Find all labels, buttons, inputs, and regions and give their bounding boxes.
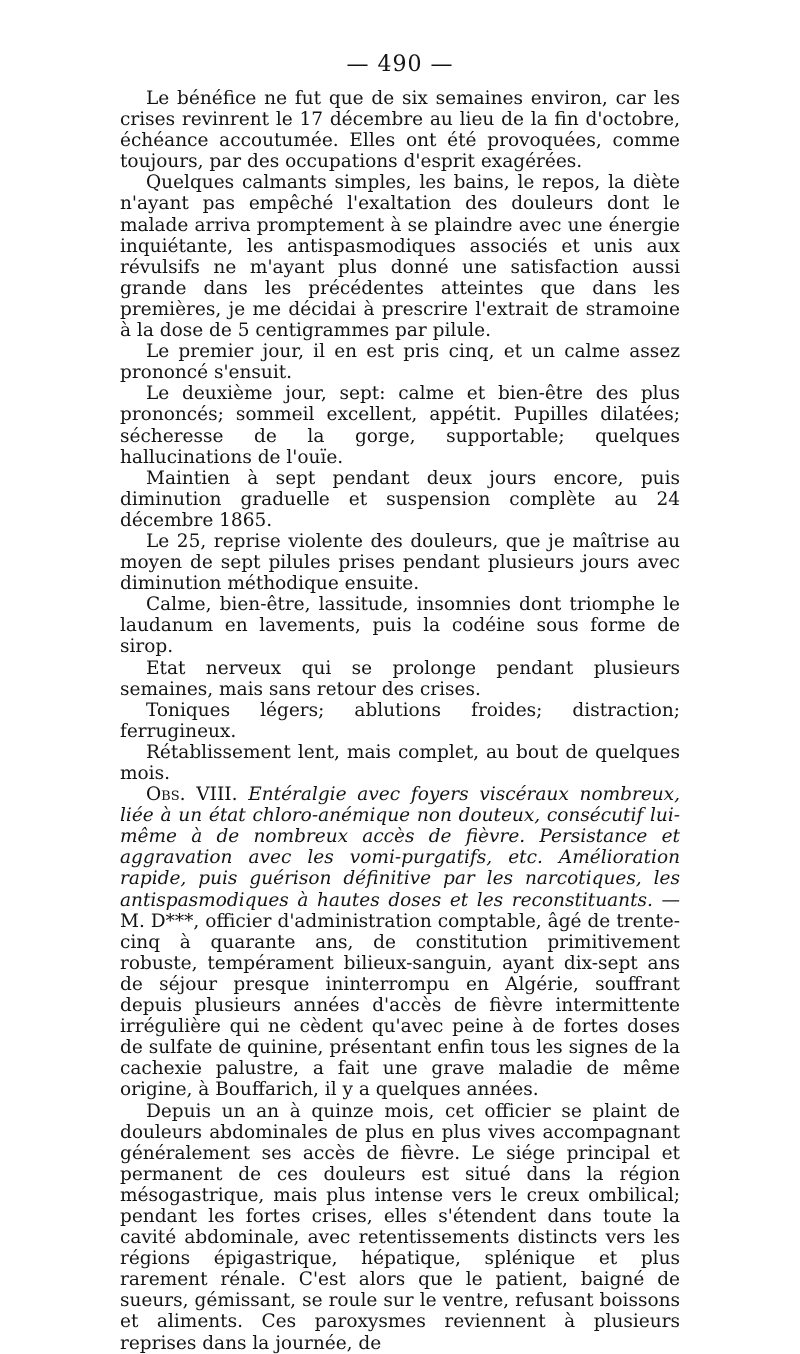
observation-title: Entéralgie avec foyers viscéraux nombreux, liée à un état chloro-anémique non douteux, consécutif lui-même à de nombreux accès de fièvre. Persistance et aggravation avec les vomi-purgatifs, etc. Amélioration rapide, puis guérison définitive par les narcotiques, les antispasmodiques à hautes doses et les reconstituants. [120, 784, 680, 911]
observation-body: — M. D***, officier d'administration comptable, âgé de trente-cinq à quarante ans, de constitution primitivement robuste, tempérament bilieux-sanguin, ayant dix-sept ans de séjour presque ininterrompu en Algérie, souffrant depuis plusieurs années d'accès de fièvre intermittente irrégulière qui ne cèdent qu'avec peine à de fortes doses de sulfate de quinine, présentant enfin tous les signes de la cachexie palustre, a fait une grave maladie de même origine, à Bouffarich, il y a quelques années. [120, 889, 680, 1101]
paragraph: Le bénéfice ne fut que de six semaines environ, car les crises revinrent le 17 décembre au lieu de la fin d'octobre, échéance accoutumée. Elles ont été provoquées, comme toujours, par des occupations d'esprit exagérées. [120, 88, 680, 173]
paragraph: Le 25, reprise violente des douleurs, que je maîtrise au moyen de sept pilules prises pendant plusieurs jours avec diminution méthodique ensuite. [120, 530, 680, 595]
paragraph: Maintien à sept pendant deux jours encore, puis diminution graduelle et suspension complète au 24 décembre 1865. [120, 467, 680, 531]
paragraph: Calme, bien-être, lassitude, insomnies dont triomphe le laudanum en lavements, puis la codéine sous forme de sirop. [120, 594, 680, 658]
paragraph: Toniques légers; ablutions froides; distraction; ferrugineux. [120, 699, 680, 742]
page-number: — 490 — [346, 52, 454, 77]
paragraph: Depuis un an à quinze mois, cet officier se plaint de douleurs abdominales de plus en plus vives accompagnant généralement ses accès de fièvre. Le siége principal et permanent de ces douleurs est situé dans la région mésogastrique, mais plus intense vers le creux ombilical; pendant les fortes crises, elles s'étendent dans toute la cavité abdominale, avec retentissements distincts vers les régions épigastrique, hépatique, splénique et plus rarement rénale. C'est alors que le patient, baigné de sueurs, gémissant, se roule sur le ventre, refusant boissons et aliments. Ces paroxysmes reviennent à plusieurs reprises dans la journée, de [120, 1100, 680, 1354]
paragraph: Etat nerveux qui se prolonge pendant plusieurs semaines, mais sans retour des crises. [120, 657, 680, 700]
observation-label: Obs. VIII. [146, 784, 238, 806]
paragraph: Rétablissement lent, mais complet, au bout de quelques mois. [120, 741, 680, 784]
paragraph: Le premier jour, il en est pris cinq, et un calme assez prononcé s'ensuit. [120, 341, 680, 384]
paragraph: Quelques calmants simples, les bains, le repos, la diète n'ayant pas empêché l'exaltation des douleurs dont le malade arriva promptement à se plaindre avec une énergie inquiétante, les antispasmodiques associés et unis aux révulsifs ne m'ayant plus donné une satisfaction aussi grande dans les précédentes atteintes que dans les premières, je me décidai à prescrire l'extrait de stramoine à la dose de 5 centigrammes par pilule. [120, 172, 680, 342]
body-text [120, 88, 680, 1354]
observation-paragraph [120, 784, 680, 1100]
paragraph: Le deuxième jour, sept: calme et bien-être des plus prononcés; sommeil excellent, appétit. Pupilles dilatées; sécheresse de la gorge, supportable; quelques hallucinations de l'ouïe. [120, 383, 680, 468]
